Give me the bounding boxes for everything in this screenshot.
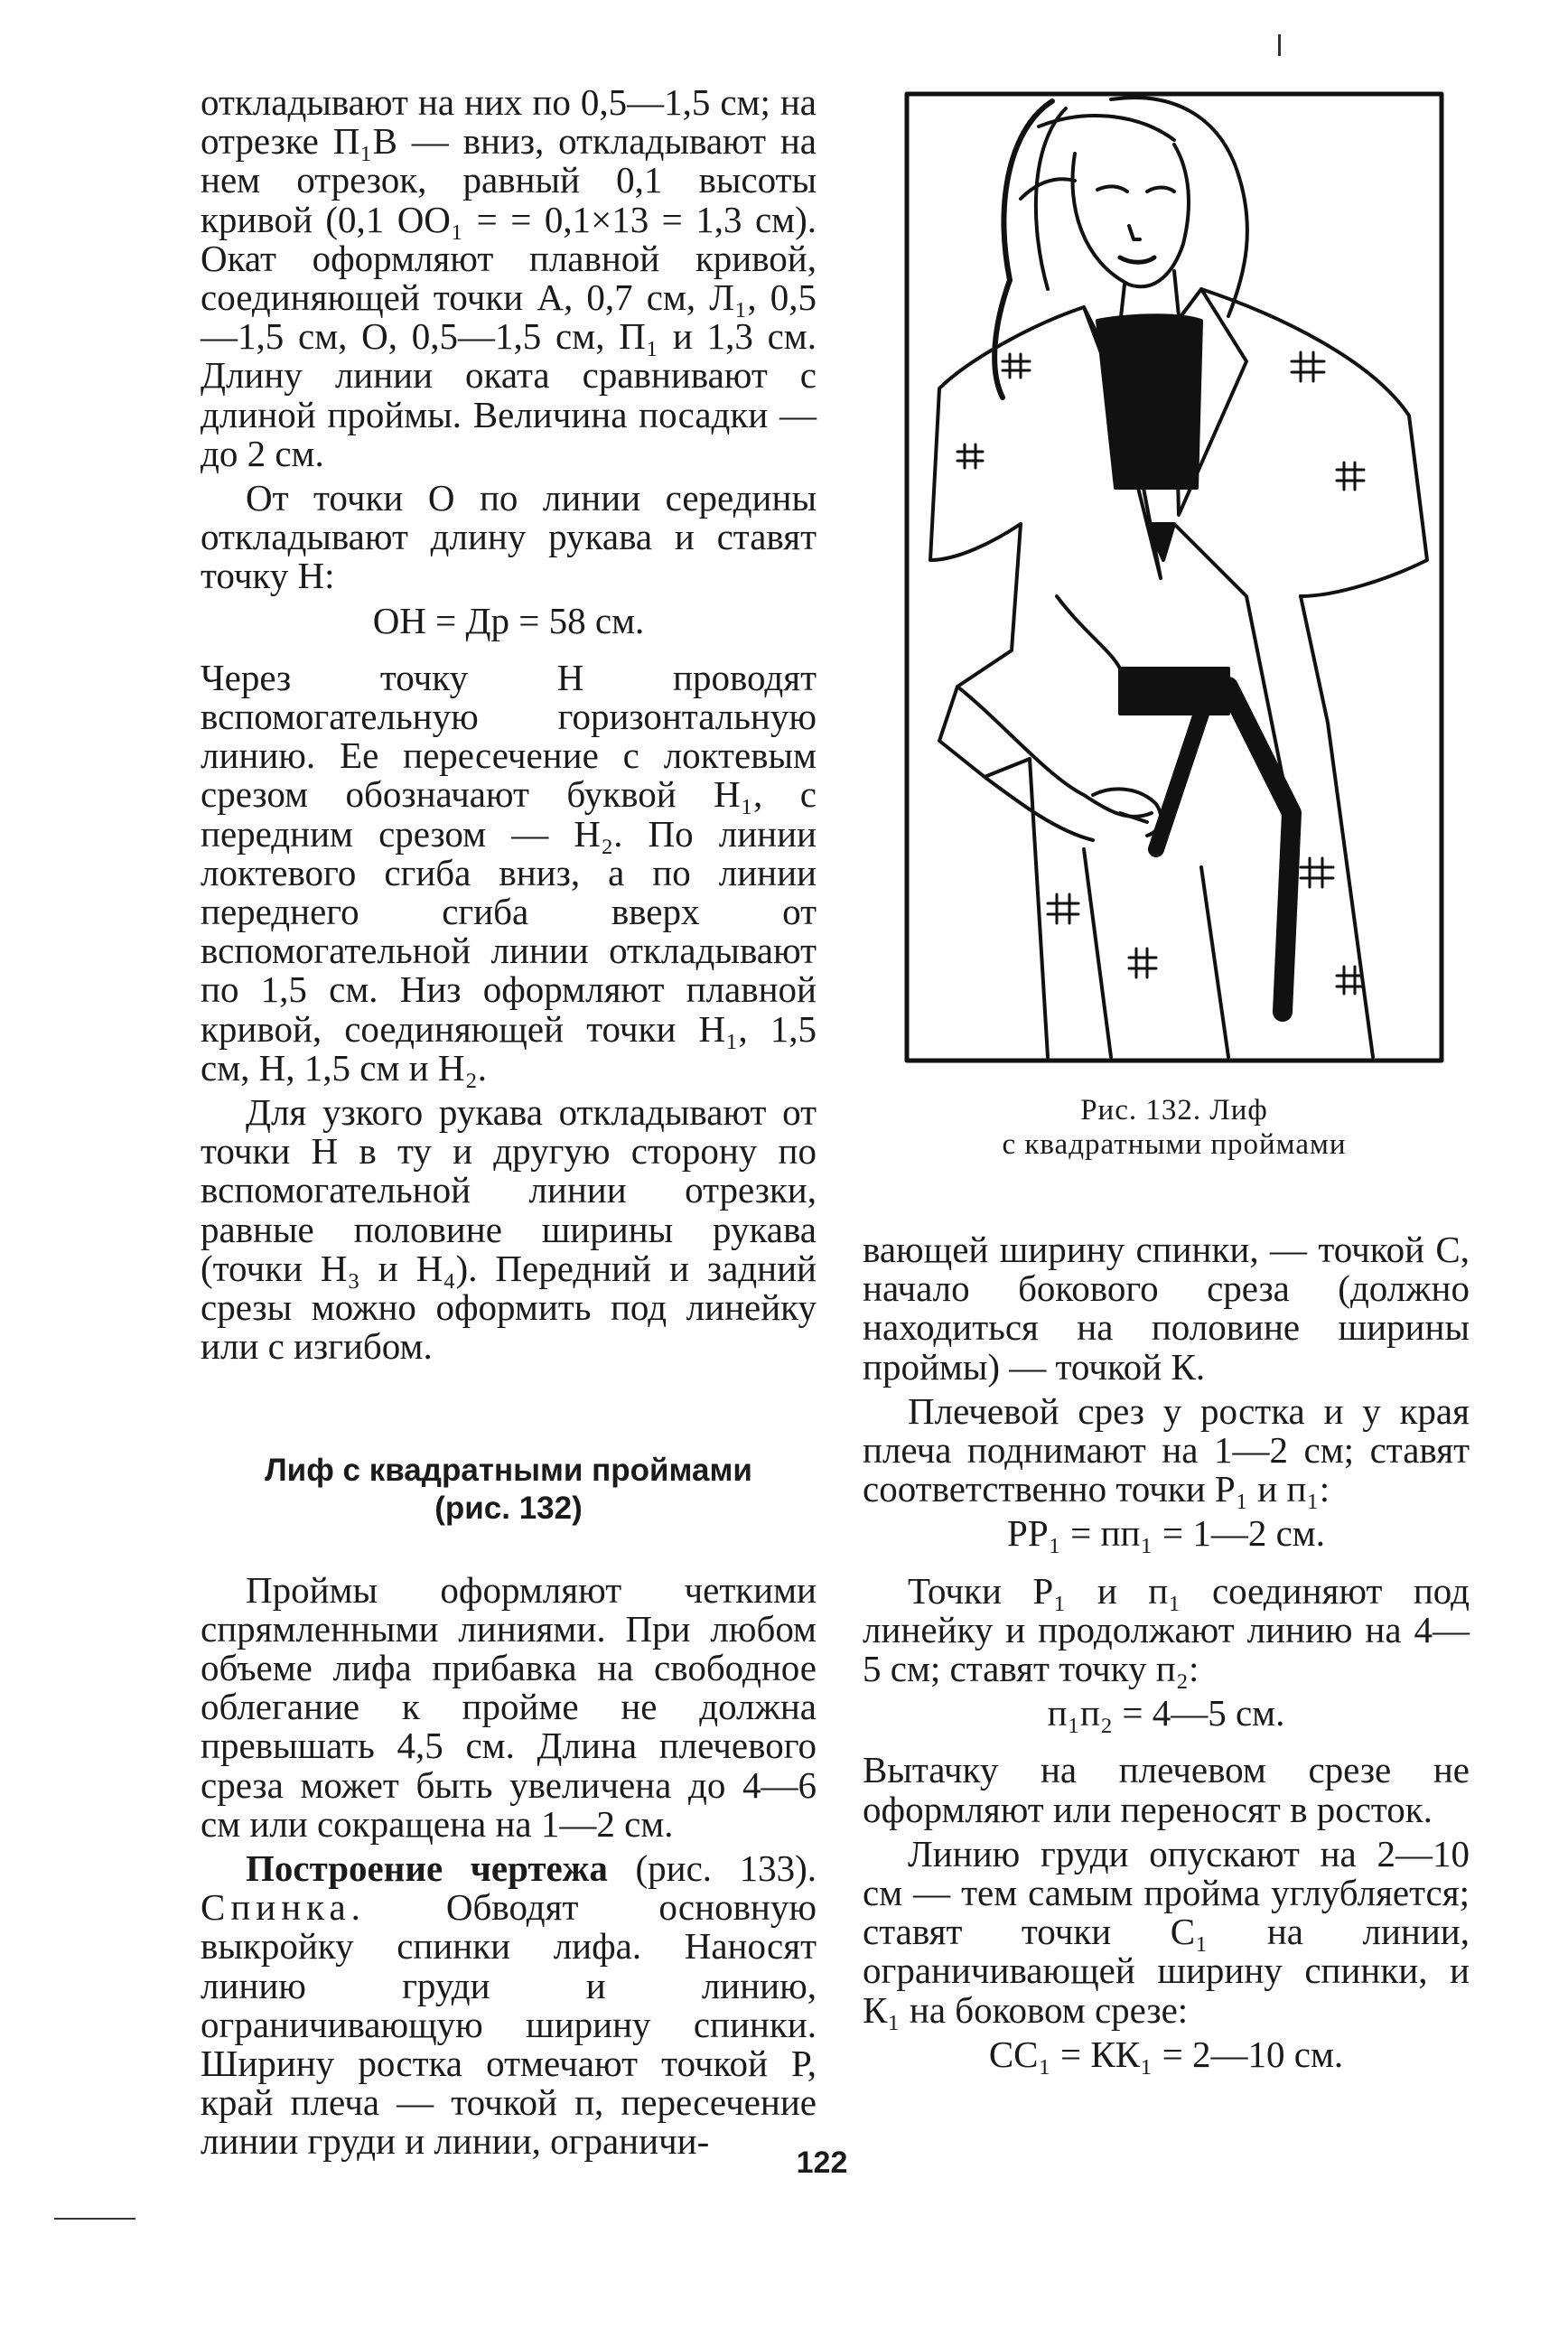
paragraph: Через точку Н проводят вспомогательную горизонтальную линию. Ее пересечение с локтевым срезом обозначают буквой Н₁, с передним срезом — Н₂. По линии локтевого сгиба вниз, а по линии переднего сгиба вверх от вспомогательной линии откладывают по 1,5 см. Низ оформляют плавной кривой, соединяющей точки Н₁, 1,5 см, Н, 1,5 см и Н₂. [201,656,817,1089]
spaced-term: Спинка. [201,1886,366,1929]
paragraph: Линию груди опускают на 2—10 см — тем самым пройма углубляется; ставят точки С₁ на линии, ограничивающей ширину спинки, и К₁ на боковом срезе: [863,1832,1470,2031]
caption-line: Рис. 132. Лиф [1080,1094,1268,1127]
figure-reference: (рис. 133). [607,1847,817,1889]
paragraph: Вытачку на плечевом срезе не оформляют или переносят в росток. [863,1749,1470,1830]
scan-speck [54,2218,135,2220]
paragraph: Плечевой срез у ростка и у края плеча поднимают на 1—2 см; ставят соответственно точки Р₁ и п₁: [863,1389,1470,1510]
paragraph: вающей ширину спинки, — точкой С, начало бокового среза (должно находиться на половине ширины проймы) — точкой К. [863,1229,1470,1388]
formula: РР₁ = пп₁ = 1—2 см. [1007,1512,1325,1555]
page-number: 122 [796,2146,848,2180]
bold-term: Построение чертежа [246,1847,608,1889]
scan-speck [1278,34,1281,56]
paragraph: Проймы оформляют четкими спрямленными линиями. При любом объеме лифа прибавка на свободное облегание к пройме не должна превышать 4,5 см. Длина плечевого среза может быть увеличена до 4—6 см или сокращена на 1—2 см. [201,1568,817,1845]
paragraph: Точки Р₁ и п₁ соединяют под линейку и продолжают линию на 4—5 см; ставят точку п₂: [863,1569,1470,1690]
left-text-column [201,83,817,2162]
formula: СС₁ = КК₁ = 2—10 см. [988,2033,1344,2075]
caption-line: с квадратными проймами [1002,1128,1347,1161]
paragraph-text: Обводят основную выкройку спинки лифа. Наносят линию груди и линию, ограничивающую ширину спинки. Ширину ростка отмечают точкой Р, край плеча — точкой п, пересечение линии груди и линии, ограничи- [201,1886,817,2163]
figure-caption [903,1093,1445,1162]
section-heading-ref: (рис. 132) [434,1490,583,1526]
right-text-column [863,1230,1470,2092]
section-heading [201,1452,817,1528]
formula: ОН = Др = 58 см. [372,599,645,641]
section-heading-title: Лиф с квадратными проймами [265,1452,752,1488]
paragraph: откладывают на них по 0,5—1,5 см; на отрезке П₁В — вниз, откладывают на нем отрезок, равный 0,1 высоты кривой (0,1 ОО₁ = = 0,1×13 = 1,3 см). Окат оформляют плавной кривой, соединяющей точки А, 0,7 см, Л₁, 0,5—1,5 см, О, 0,5—1,5 см, П₁ и 1,3 см. Длину линии оката сравнивают с длиной проймы. Величина посадки — до 2 см. [201,81,817,474]
formula: п₁п₂ = 4—5 см. [1047,1692,1285,1734]
fashion-illustration [903,90,1445,1063]
paragraph: Для узкого рукава откладывают от точки Н в ту и другую сторону по вспомогательной линии отрезки, равные половине ширины рукава (точки Н₃ и Н₄). Передний и задний срезы можно оформить под линейку или с изгибом. [201,1091,817,1368]
paragraph [201,1849,817,2162]
paragraph: От точки О по линии середины откладывают длину рукава и ставят точку Н: [201,477,817,597]
